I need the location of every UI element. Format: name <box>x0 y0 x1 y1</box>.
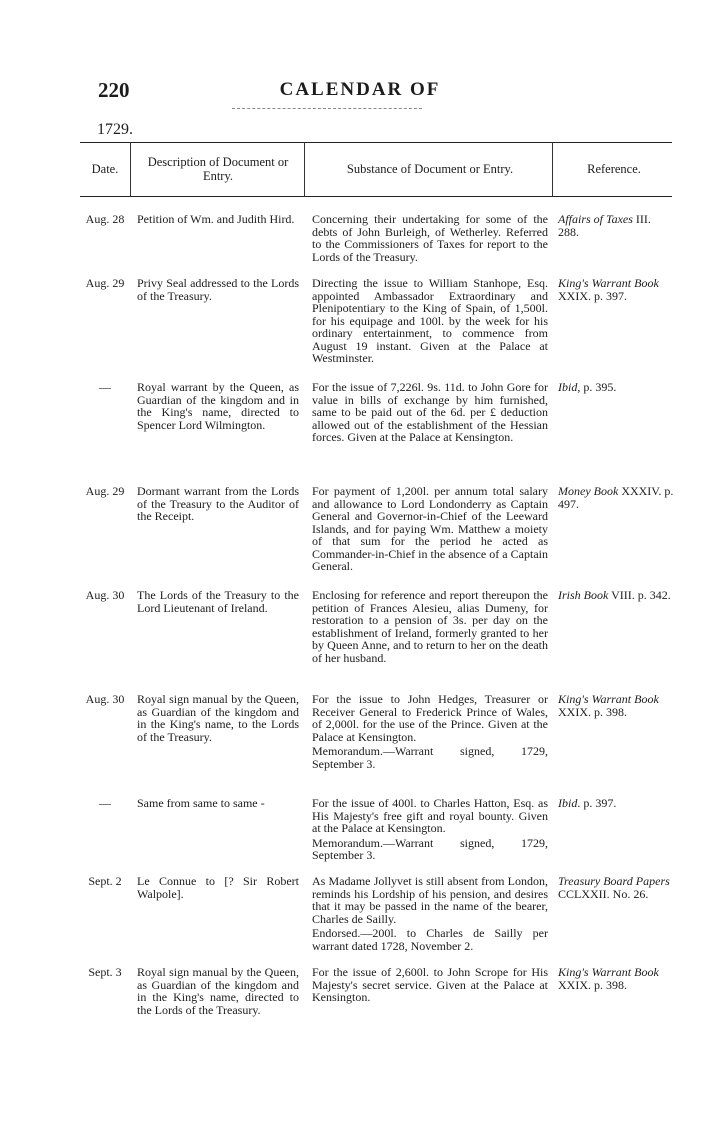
entry-substance-paragraph: For the issue of 400l. to Charles Hatton, Esq. as His Majesty's free gift and royal bounty. Given at the Palace at Kensington. <box>312 796 548 835</box>
entry-substance-paragraph: Directing the issue to William Stanhope, Esq. appointed Ambassador Extraordinary and Plenipotentiary to the King of Spain, of 1,500l. for his equipage and 100l. by the week for his ordinary entertainment, to commence from August 19 instant. Given at the Palace at Westminster. <box>312 276 548 365</box>
reference-title: Money Book <box>558 484 619 498</box>
entry-substance-paragraph: Memorandum.—Warrant signed, 1729, September 3. <box>312 744 548 771</box>
entry-date: Sept. 2 <box>88 874 122 888</box>
reference-detail: III. 288. <box>558 212 651 239</box>
entry-date: Sept. 3 <box>88 965 122 979</box>
entry-description: Royal sign manual by the Queen, as Guardian of the kingdom and in the King's name, directed to the Lords of the Treasury. <box>137 965 299 1017</box>
page-number: 220 <box>98 78 130 102</box>
entry-reference <box>558 797 674 810</box>
entry-substance <box>312 875 548 952</box>
reference-title: Ibid <box>558 796 578 810</box>
entry-date: Aug. 29 <box>85 276 125 290</box>
entry-description: The Lords of the Treasury to the Lord Lieutenant of Ireland. <box>137 588 299 615</box>
entry-description: Le Connue to [? Sir Robert Walpole]. <box>137 874 299 901</box>
column-divider <box>130 142 131 196</box>
entry-substance-paragraph: Enclosing for reference and report thereupon the petition of Frances Alesieu, alias Dumeny, for restoration to a pension of 3s. per day on the establishment of Ireland, formerly granted to her by Queen Anne, and to return to her on the death of her husband. <box>312 588 548 665</box>
reference-title: Irish Book <box>558 588 609 602</box>
entry-description: Petition of Wm. and Judith Hird. <box>137 212 295 226</box>
entry-date: Aug. 28 <box>85 212 125 226</box>
entry-substance <box>312 381 548 444</box>
header-bottom-rule <box>80 196 672 197</box>
year-label: 1729. <box>97 121 133 138</box>
header-substance: Substance of Document or Entry. <box>346 162 514 176</box>
entry-substance <box>312 213 548 263</box>
reference-title: Affairs of Taxes <box>558 212 633 226</box>
entry-substance <box>312 277 548 365</box>
entry-description: Royal sign manual by the Queen, as Guardian of the kingdom and in the King's name, to the Lords of the Treasury. <box>137 692 299 744</box>
entry-substance <box>312 589 548 664</box>
column-divider <box>552 142 553 196</box>
reference-detail: XXIX. p. 397. <box>558 288 627 303</box>
reference-title: King's Warrant Book <box>558 965 659 979</box>
reference-detail: CCLXXII. No. 26. <box>558 886 649 901</box>
entry-substance-paragraph: For the issue of 7,226l. 9s. 11d. to John Gore for value in bills of exchange by him furnished, same to be paid out of the 6d. per £ deduction allowed out of the establishment of the Hessian forces. Given at the Palace at Kensington. <box>312 380 548 444</box>
entry-reference <box>558 589 674 602</box>
entry-substance-paragraph: Endorsed.—200l. to Charles de Sailly per warrant dated 1728, November 2. <box>312 926 548 953</box>
entry-substance-paragraph: For payment of 1,200l. per annum total salary and allowance to Lord Londonderry as Captain General and Governor-in-Chief of the Leeward Islands, and for paying Wm. Matthew a moiety of that sum for the period he acted as Commander-in-Chief in the absence of a Captain General. <box>312 484 548 573</box>
entry-substance <box>312 966 548 1004</box>
reference-title: Treasury Board Papers <box>558 874 670 888</box>
entry-reference <box>558 693 674 718</box>
reference-title: Ibid <box>558 380 578 394</box>
reference-detail: XXIX. p. 398. <box>558 977 627 992</box>
entry-date: — <box>99 380 111 394</box>
reference-detail: . p. 397. <box>577 796 617 810</box>
entry-reference <box>558 485 674 510</box>
entry-date: Aug. 29 <box>85 484 125 498</box>
header-description: Description of Document or Entry. <box>147 155 289 183</box>
header-rule <box>232 108 422 109</box>
entry-description: Royal warrant by the Queen, as Guardian of the kingdom and in the King's name, directed to Spencer Lord Wilmington. <box>137 380 299 432</box>
entry-reference <box>558 277 674 302</box>
entry-reference <box>558 381 674 394</box>
reference-detail: VIII. p. 342. <box>611 588 671 602</box>
entry-reference <box>558 875 674 900</box>
entry-date: — <box>99 796 111 810</box>
entry-substance-paragraph: Concerning their undertaking for some of the debts of John Burleigh, of Wetherley. Referred to the Commissioners of Taxes for report to the Lords of the Treasury. <box>312 212 548 264</box>
reference-detail: XXIX. p. 398. <box>558 704 627 719</box>
entry-reference <box>558 966 674 991</box>
entry-substance-paragraph: Memorandum.—Warrant signed, 1729, September 3. <box>312 835 548 862</box>
entry-description: Privy Seal addressed to the Lords of the Treasury. <box>137 276 299 303</box>
entry-substance-paragraph: For the issue of 2,600l. to John Scrope for His Majesty's secret service. Given at the Palace at Kensington. <box>312 965 548 1004</box>
entry-date: Aug. 30 <box>85 692 125 706</box>
entry-substance <box>312 693 548 770</box>
reference-detail: XXXIV. p. 497. <box>558 484 674 511</box>
header-reference: Reference. <box>587 162 641 176</box>
entry-substance <box>312 797 548 862</box>
reference-title: King's Warrant Book <box>558 276 659 290</box>
entry-description: Dormant warrant from the Lords of the Treasury to the Auditor of the Receipt. <box>137 484 299 523</box>
reference-title: King's Warrant Book <box>558 692 659 706</box>
running-head: CALENDAR OF <box>279 79 441 100</box>
entry-substance <box>312 485 548 573</box>
reference-detail: , p. 395. <box>577 380 617 394</box>
header-date: Date. <box>91 162 119 176</box>
entry-substance-paragraph: For the issue to John Hedges, Treasurer or Receiver General to Frederick Prince of Wales, of 2,000l. for the use of the Prince. Given at the Palace at Kensington. <box>312 692 548 744</box>
entry-date: Aug. 30 <box>85 588 125 602</box>
entry-substance-paragraph: As Madame Jollyvet is still absent from London, reminds his Lordship of his pension, and desires that it may be passed in the name of the bearer, Charles de Sailly. <box>312 874 548 926</box>
entry-description: Same from same to same - <box>137 796 265 810</box>
entry-reference <box>558 213 674 238</box>
column-divider <box>304 142 305 196</box>
